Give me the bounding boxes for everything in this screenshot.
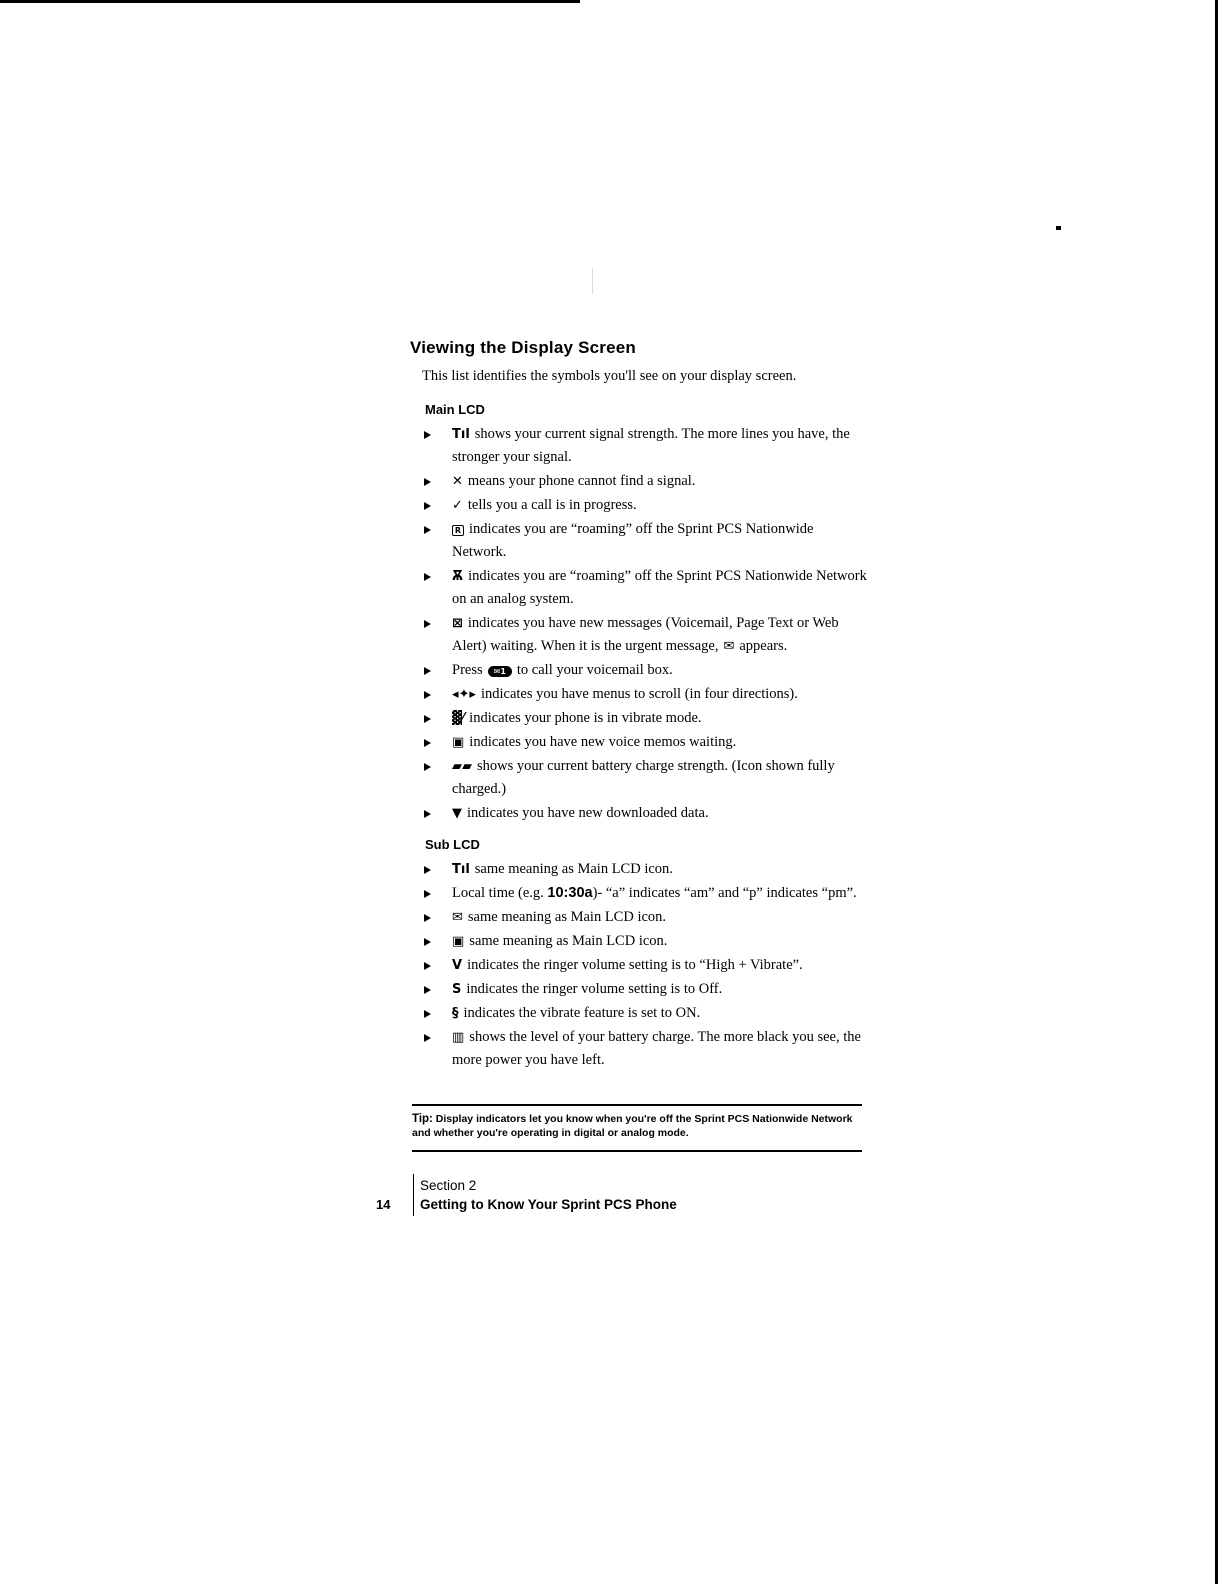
list-item: ▰▰ shows your current battery charge strength. (Icon shown fully charged.) [410,755,870,801]
vibrate-mode-icon: ▓⁄ [452,711,465,726]
section-title: Getting to Know Your Sprint PCS Phone [420,1197,677,1212]
bullet-arrow-icon [424,938,431,946]
list-item: ▥ shows the level of your battery charge. The more black you see, the more power you have left. [410,1026,870,1072]
bullet-arrow-icon [424,1010,431,1018]
section-label: Section 2 [420,1178,477,1193]
scroll-arrows-icon: ◂✦▸ [452,687,476,702]
bullet-arrow-icon [424,573,431,581]
list-item: ▣ same meaning as Main LCD icon. [410,930,870,953]
signal-strength-icon: Tıl [452,427,470,442]
list-item: S indicates the ringer volume setting is to Off. [410,978,870,1001]
list-item: ✕ means your phone cannot find a signal. [410,470,870,493]
bullet-arrow-icon [424,739,431,747]
call-in-progress-icon: ✓ [452,498,463,513]
list-item: ✉ same meaning as Main LCD icon. [410,906,870,929]
no-signal-icon: ✕ [452,474,463,489]
bullet-arrow-icon [424,986,431,994]
sub-signal-icon: Tıl [452,862,470,877]
roaming-icon: R [452,525,464,536]
footer-divider [413,1174,414,1216]
faint-mark [592,268,593,294]
list-item: ◂✦▸ indicates you have menus to scroll (in four directions). [410,683,870,706]
list-item: R indicates you are “roaming” off the Sprint PCS Nationwide Network. [410,518,870,564]
page-number: 14 [376,1197,391,1212]
vibrate-on-icon: § [452,1006,459,1021]
battery-icon: ▰▰ [452,759,472,774]
list-item: Local time (e.g. 10:30a)- “a” indicates “am” and “p” indicates “pm”. [410,882,870,905]
bullet-arrow-icon [424,810,431,818]
new-messages-icon: ⊠ [452,616,463,631]
downloaded-data-icon: ▼ [452,806,462,821]
tip-label: Tip: [412,1113,433,1125]
top-rule [0,0,580,3]
bullet-arrow-icon [424,890,431,898]
list-item: Tıl shows your current signal strength. The more lines you have, the stronger your signal. [410,423,870,469]
list-item: Press ✉1 to call your voicemail box. [410,659,870,682]
list-item: ▓⁄ indicates your phone is in vibrate mode. [410,707,870,730]
bullet-arrow-icon [424,526,431,534]
voice-memo-icon: ▣ [452,735,465,750]
list-item: § indicates the vibrate feature is set to ON. [410,1002,870,1025]
analog-roaming-icon: Ѫ [452,569,464,584]
list-item: ✓ tells you a call is in progress. [410,494,870,517]
bullet-arrow-icon [424,962,431,970]
sub-battery-icon: ▥ [452,1030,465,1045]
bullet-arrow-icon [424,866,431,874]
list-item: ▣ indicates you have new voice memos waiting. [410,731,870,754]
intro-text: This list identifies the symbols you'll see on your display screen. [422,368,797,384]
stray-mark [1056,226,1061,230]
tip-text: Display indicators let you know when you're off the Sprint PCS Nationwide Network and whether you're operating in digital or analog mode. [412,1113,853,1139]
ringer-high-vibrate-icon: V [452,958,463,973]
bullet-arrow-icon [424,431,431,439]
tip-box [412,1104,862,1152]
bullet-arrow-icon [424,620,431,628]
bullet-arrow-icon [424,763,431,771]
urgent-message-icon: ✉ [723,639,735,654]
list-item: V indicates the ringer volume setting is to “High + Vibrate”. [410,954,870,977]
list-item: Tıl same meaning as Main LCD icon. [410,858,870,881]
ringer-off-icon: S [452,982,462,997]
sub-lcd-heading: Sub LCD [425,837,480,852]
sub-voice-memo-icon: ▣ [452,934,465,949]
bullet-arrow-icon [424,502,431,510]
bullet-arrow-icon [424,667,431,675]
sub-message-icon: ✉ [452,910,463,925]
list-item: Ѫ indicates you are “roaming” off the Sprint PCS Nationwide Network on an analog system. [410,565,870,611]
bullet-arrow-icon [424,691,431,699]
bullet-arrow-icon [424,914,431,922]
bullet-arrow-icon [424,715,431,723]
page-title: Viewing the Display Screen [410,338,636,357]
sub-lcd-list [410,858,870,1072]
main-lcd-list [410,423,870,825]
time-example: 10:30a [547,885,593,901]
voicemail-key-icon: ✉1 [488,666,512,677]
list-item: ⊠ indicates you have new messages (Voicemail, Page Text or Web Alert) waiting. When it is the urgent message, ✉ appears. [410,612,870,658]
page-content [410,338,870,1084]
list-item: ▼ indicates you have new downloaded data. [410,802,870,825]
right-edge-rule [1215,0,1218,1584]
bullet-arrow-icon [424,478,431,486]
main-lcd-heading: Main LCD [425,402,485,417]
bullet-arrow-icon [424,1034,431,1042]
